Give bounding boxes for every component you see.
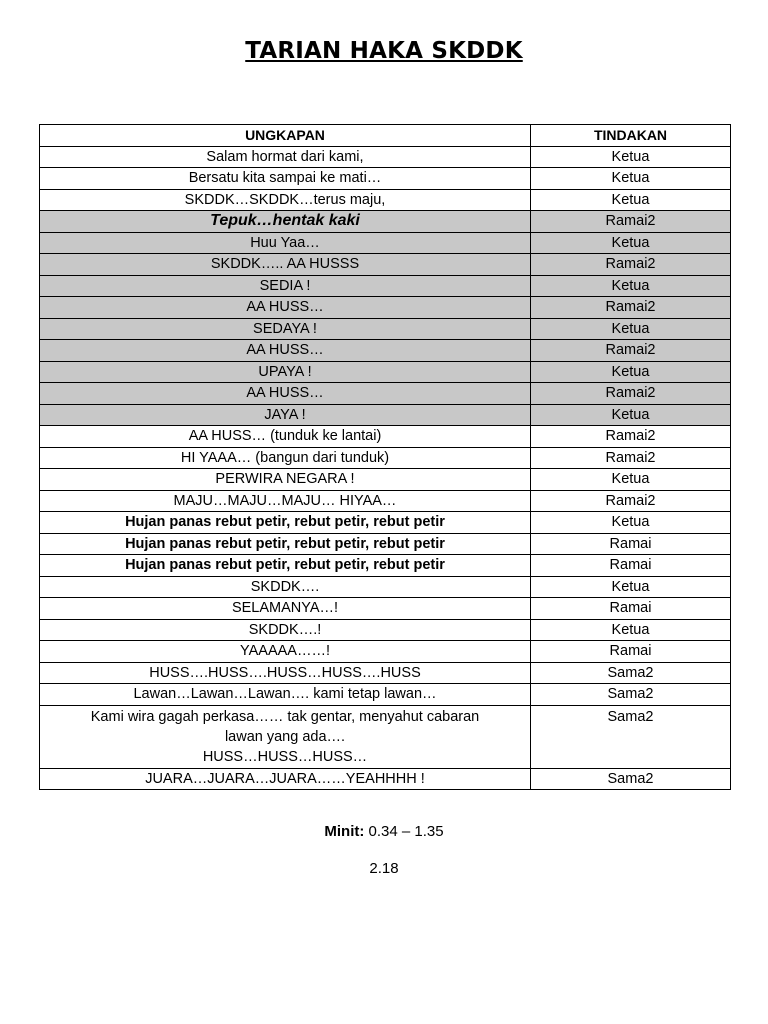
cell-ungkapan: Tepuk…hentak kaki xyxy=(40,211,531,233)
cell-tindakan: Ketua xyxy=(531,146,731,168)
table-row xyxy=(40,619,731,641)
cell-tindakan: Ramai2 xyxy=(531,383,731,405)
table-row xyxy=(40,189,731,211)
minit-label: Minit: xyxy=(324,823,365,840)
cell-ungkapan: JUARA…JUARA…JUARA……YEAHHHH ! xyxy=(40,768,531,790)
cell-tindakan: Sama2 xyxy=(531,705,731,768)
cell-ungkapan: SKDDK…SKDDK…terus maju, xyxy=(40,189,531,211)
cell-ungkapan: HI YAAA… (bangun dari tunduk) xyxy=(40,447,531,469)
cell-ungkapan: Huu Yaa… xyxy=(40,232,531,254)
table-row xyxy=(40,340,731,362)
table-row xyxy=(40,684,731,706)
footer-number: 2.18 xyxy=(369,860,399,877)
table-row xyxy=(40,447,731,469)
table-row xyxy=(40,641,731,663)
cell-tindakan: Ketua xyxy=(531,404,731,426)
minit-line xyxy=(0,823,768,840)
cell-tindakan: Ramai2 xyxy=(531,490,731,512)
cell-ungkapan: AA HUSS… xyxy=(40,340,531,362)
cell-tindakan: Ketua xyxy=(531,512,731,534)
cell-ungkapan: SELAMANYA…! xyxy=(40,598,531,620)
cell-tindakan: Ramai2 xyxy=(531,254,731,276)
cell-ungkapan: AA HUSS… xyxy=(40,383,531,405)
cell-tindakan: Ketua xyxy=(531,232,731,254)
table-row xyxy=(40,361,731,383)
cell-tindakan: Ketua xyxy=(531,361,731,383)
cell-ungkapan: Hujan panas rebut petir, rebut petir, rebut petir xyxy=(40,555,531,577)
cell-tindakan: Sama2 xyxy=(531,684,731,706)
cell-tindakan: Ramai2 xyxy=(531,447,731,469)
cell-ungkapan: Bersatu kita sampai ke mati… xyxy=(40,168,531,190)
cell-ungkapan-line: Kami wira gagah perkasa…… tak gentar, menyahut cabaran xyxy=(90,708,480,725)
table-row xyxy=(40,469,731,491)
table-row xyxy=(40,576,731,598)
cell-ungkapan: UPAYA ! xyxy=(40,361,531,383)
haka-table xyxy=(39,124,731,790)
cell-tindakan: Ketua xyxy=(531,318,731,340)
cell-ungkapan: SKDDK…. xyxy=(40,576,531,598)
cell-ungkapan: MAJU…MAJU…MAJU… HIYAA… xyxy=(40,490,531,512)
table-row xyxy=(40,768,731,790)
cell-ungkapan-line: HUSS…HUSS…HUSS… xyxy=(202,748,368,765)
table-row xyxy=(40,383,731,405)
cell-tindakan: Ramai2 xyxy=(531,211,731,233)
table-row xyxy=(40,168,731,190)
cell-tindakan: Ketua xyxy=(531,576,731,598)
cell-tindakan: Sama2 xyxy=(531,662,731,684)
header-ungkapan: UNGKAPAN xyxy=(40,125,531,147)
cell-tindakan: Ramai xyxy=(531,533,731,555)
cell-tindakan: Ketua xyxy=(531,619,731,641)
table-row xyxy=(40,555,731,577)
table-row xyxy=(40,598,731,620)
cell-ungkapan: SEDIA ! xyxy=(40,275,531,297)
cell-ungkapan: PERWIRA NEGARA ! xyxy=(40,469,531,491)
cell-ungkapan: Salam hormat dari kami, xyxy=(40,146,531,168)
cell-tindakan: Ketua xyxy=(531,469,731,491)
cell-tindakan: Ketua xyxy=(531,189,731,211)
cell-tindakan: Ketua xyxy=(531,168,731,190)
cell-ungkapan: SKDDK….! xyxy=(40,619,531,641)
cell-tindakan: Ramai2 xyxy=(531,340,731,362)
cell-ungkapan-line: lawan yang ada…. xyxy=(224,728,346,745)
table-row xyxy=(40,705,731,768)
table-row xyxy=(40,533,731,555)
table-row xyxy=(40,146,731,168)
table-row xyxy=(40,404,731,426)
cell-ungkapan: AA HUSS… (tunduk ke lantai) xyxy=(40,426,531,448)
cell-tindakan: Ramai xyxy=(531,555,731,577)
cell-tindakan: Ketua xyxy=(531,275,731,297)
table-row xyxy=(40,297,731,319)
cell-ungkapan: SEDAYA ! xyxy=(40,318,531,340)
cell-ungkapan: Hujan panas rebut petir, rebut petir, rebut petir xyxy=(40,512,531,534)
minit-value: 0.34 – 1.35 xyxy=(368,823,444,840)
table-row xyxy=(40,490,731,512)
table-row xyxy=(40,232,731,254)
cell-ungkapan: Lawan…Lawan…Lawan…. kami tetap lawan… xyxy=(40,684,531,706)
page-title: TARIAN HAKA SKDDK xyxy=(245,38,523,64)
table-row xyxy=(40,426,731,448)
table-row xyxy=(40,318,731,340)
cell-ungkapan: YAAAAA……! xyxy=(40,641,531,663)
header-tindakan: TINDAKAN xyxy=(531,125,731,147)
table-row xyxy=(40,512,731,534)
cell-tindakan: Sama2 xyxy=(531,768,731,790)
cell-tindakan: Ramai2 xyxy=(531,297,731,319)
cell-tindakan: Ramai xyxy=(531,641,731,663)
table-row xyxy=(40,254,731,276)
cell-tindakan: Ramai xyxy=(531,598,731,620)
cell-ungkapan: JAYA ! xyxy=(40,404,531,426)
table-row xyxy=(40,211,731,233)
cell-ungkapan: AA HUSS… xyxy=(40,297,531,319)
cell-ungkapan: SKDDK….. AA HUSSS xyxy=(40,254,531,276)
cell-ungkapan xyxy=(40,705,531,768)
cell-ungkapan: Hujan panas rebut petir, rebut petir, rebut petir xyxy=(40,533,531,555)
table-row xyxy=(40,275,731,297)
cell-ungkapan: HUSS….HUSS….HUSS…HUSS….HUSS xyxy=(40,662,531,684)
table-header-row xyxy=(40,125,731,147)
table-row xyxy=(40,662,731,684)
cell-tindakan: Ramai2 xyxy=(531,426,731,448)
